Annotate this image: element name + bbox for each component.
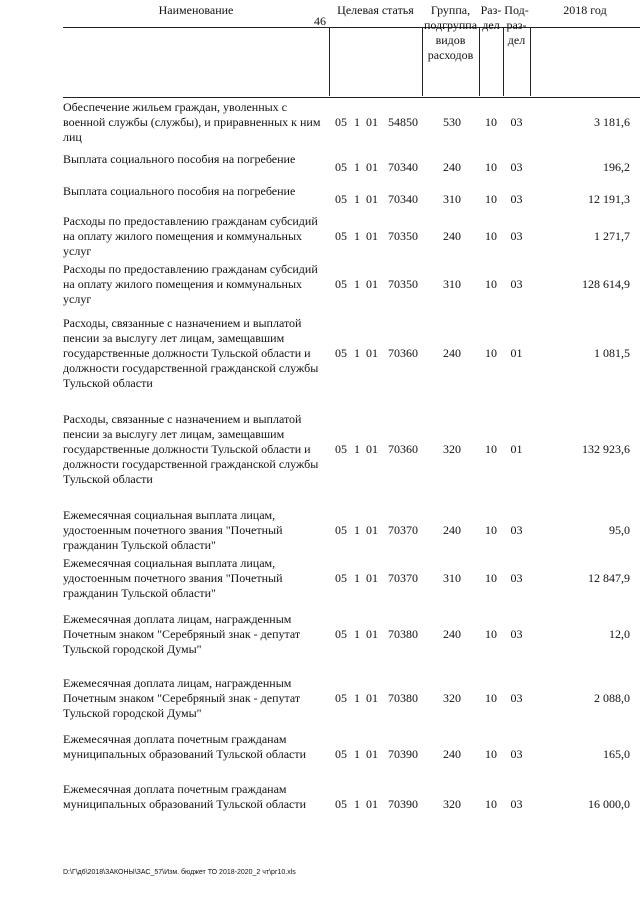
cell-c2: 1 [354, 277, 360, 291]
cell-subsection: 03 [510, 691, 523, 705]
cell-c1: 05 [335, 192, 347, 206]
header-group: Группа, подгруппа видов расходов [423, 3, 478, 62]
row-name: Обеспечение жильем граждан, уволенных с военной службы (службы), и приравненных к ним лиц [63, 100, 321, 144]
cell-subsection: 01 [510, 442, 523, 456]
cell-section: 10 [485, 115, 497, 129]
row-name: Ежемесячная доплата лицам, награжденным Почетным знаком "Серебряный знак - депутат Тульской городской Думы" [63, 612, 301, 656]
cell-c3: 01 [366, 346, 378, 360]
cell-section: 10 [485, 797, 497, 811]
cell-c3: 01 [366, 160, 378, 174]
cell-c1: 05 [335, 691, 347, 705]
cell-c2: 1 [354, 115, 360, 129]
cell-c3: 01 [366, 442, 378, 456]
cell-c1: 05 [335, 523, 347, 537]
cell-c2: 1 [354, 627, 360, 641]
cell-c3: 01 [366, 691, 378, 705]
cell-c2: 1 [354, 747, 360, 761]
cell-group: 320 [443, 442, 461, 456]
cell-c4: 70380 [388, 627, 418, 641]
cell-c2: 1 [354, 571, 360, 585]
cell-c4: 54850 [388, 115, 418, 129]
cell-subsection: 01 [510, 346, 523, 360]
cell-c2: 1 [354, 442, 360, 456]
file-path-footer: D:\Г\д6\2018\ЗАКОНЫ\ЗАС_57\Изм. бюджет ТО 2018-2020_2 чт\рг10.xls [63, 869, 296, 876]
cell-amount: 165,0 [603, 747, 630, 761]
row-name: Расходы по предоставлению гражданам субсидий на оплату жилого помещения и коммунальных услуг [63, 262, 318, 306]
cell-amount: 132 923,6 [582, 442, 630, 456]
cell-c3: 01 [366, 571, 378, 585]
cell-c4: 70340 [388, 160, 418, 174]
cell-amount: 16 000,0 [588, 797, 630, 811]
cell-section: 10 [485, 523, 497, 537]
cell-c3: 01 [366, 523, 378, 537]
cell-c2: 1 [354, 691, 360, 705]
cell-group: 240 [443, 346, 461, 360]
cell-group: 310 [443, 277, 461, 291]
cell-c2: 1 [354, 797, 360, 811]
cell-c4: 70350 [388, 229, 418, 243]
cell-c1: 05 [335, 627, 347, 641]
header-subsection: Под-раз-дел [504, 3, 529, 47]
cell-c1: 05 [335, 442, 347, 456]
cell-c3: 01 [366, 192, 378, 206]
cell-c4: 70390 [388, 797, 418, 811]
cell-c4: 70360 [388, 442, 418, 456]
cell-section: 10 [485, 229, 497, 243]
cell-amount: 196,2 [603, 160, 630, 174]
cell-subsection: 03 [510, 797, 523, 811]
row-name: Ежемесячная доплата почетным гражданам муниципальных образований Тульской области [63, 782, 307, 811]
cell-subsection: 03 [510, 229, 523, 243]
cell-subsection: 03 [510, 277, 523, 291]
header-name: Наименование [158, 3, 234, 17]
cell-c4: 70340 [388, 192, 418, 206]
header-target: Целевая статья [337, 3, 414, 17]
header-year: 2018 год [563, 3, 607, 17]
row-name: Расходы по предоставлению гражданам субсидий на оплату жилого помещения и коммунальных услуг [63, 214, 318, 258]
cell-c1: 05 [335, 571, 347, 585]
cell-c3: 01 [366, 627, 378, 641]
cell-c3: 01 [366, 277, 378, 291]
cell-amount: 128 614,9 [582, 277, 630, 291]
cell-group: 310 [443, 571, 461, 585]
cell-c1: 05 [335, 277, 347, 291]
cell-group: 320 [443, 797, 461, 811]
cell-amount: 1 081,5 [594, 346, 630, 360]
cell-subsection: 03 [510, 747, 523, 761]
cell-section: 10 [485, 571, 497, 585]
cell-group: 530 [443, 115, 461, 129]
cell-amount: 95,0 [609, 523, 630, 537]
cell-c1: 05 [335, 747, 347, 761]
row-name: Расходы, связанные с назначением и выплатой пенсии за выслугу лет лицам, замещавшим государственные должности Тульской области и должности государственной гражданской службы Тульской области [63, 316, 319, 390]
header-section: Раз-дел [480, 3, 502, 32]
cell-c2: 1 [354, 160, 360, 174]
cell-amount: 12,0 [609, 627, 630, 641]
cell-section: 10 [485, 627, 497, 641]
cell-c2: 1 [354, 229, 360, 243]
cell-c1: 05 [335, 229, 347, 243]
cell-c4: 70370 [388, 571, 418, 585]
row-name: Расходы, связанные с назначением и выплатой пенсии за выслугу лет лицам, замещавшим государственные должности Тульской области и должности государственной гражданской службы Тульской области [63, 412, 319, 486]
cell-c4: 70360 [388, 346, 418, 360]
cell-c3: 01 [366, 115, 378, 129]
row-name: Ежемесячная социальная выплата лицам, удостоенным почетного звания "Почетный гражданин Тульской области" [63, 508, 283, 552]
cell-section: 10 [485, 160, 497, 174]
cell-c4: 70390 [388, 747, 418, 761]
cell-section: 10 [485, 346, 497, 360]
cell-c4: 70350 [388, 277, 418, 291]
cell-amount: 2 088,0 [594, 691, 630, 705]
cell-subsection: 03 [510, 160, 523, 174]
cell-c3: 01 [366, 797, 378, 811]
cell-group: 240 [443, 229, 461, 243]
cell-subsection: 03 [510, 627, 523, 641]
cell-c2: 1 [354, 192, 360, 206]
cell-c4: 70370 [388, 523, 418, 537]
cell-section: 10 [485, 277, 497, 291]
cell-group: 310 [443, 192, 461, 206]
row-name: Ежемесячная доплата лицам, награжденным Почетным знаком "Серебряный знак - депутат Тульской городской Думы" [63, 676, 301, 720]
cell-c3: 01 [366, 229, 378, 243]
cell-amount: 12 191,3 [588, 192, 630, 206]
cell-amount: 3 181,6 [594, 115, 630, 129]
cell-group: 240 [443, 747, 461, 761]
cell-section: 10 [485, 442, 497, 456]
cell-c2: 1 [354, 523, 360, 537]
cell-subsection: 03 [510, 115, 523, 129]
cell-c1: 05 [335, 160, 347, 174]
cell-c3: 01 [366, 747, 378, 761]
cell-c1: 05 [335, 115, 347, 129]
cell-c1: 05 [335, 797, 347, 811]
cell-group: 240 [443, 160, 461, 174]
row-name: Выплата социального пособия на погребение [63, 152, 296, 166]
cell-subsection: 03 [510, 192, 523, 206]
cell-c1: 05 [335, 346, 347, 360]
cell-c4: 70380 [388, 691, 418, 705]
cell-subsection: 03 [510, 523, 523, 537]
cell-section: 10 [485, 691, 497, 705]
cell-c2: 1 [354, 346, 360, 360]
page-number: 46 [314, 14, 326, 28]
cell-amount: 1 271,7 [594, 229, 630, 243]
row-name: Ежемесячная доплата почетным гражданам муниципальных образований Тульской области [63, 732, 307, 761]
cell-subsection: 03 [510, 571, 523, 585]
cell-section: 10 [485, 747, 497, 761]
cell-group: 240 [443, 523, 461, 537]
row-name: Выплата социального пособия на погребение [63, 184, 296, 198]
row-name: Ежемесячная социальная выплата лицам, удостоенным почетного звания "Почетный гражданин Тульской области" [63, 556, 283, 600]
cell-section: 10 [485, 192, 497, 206]
cell-group: 320 [443, 691, 461, 705]
cell-amount: 12 847,9 [588, 571, 630, 585]
cell-group: 240 [443, 627, 461, 641]
